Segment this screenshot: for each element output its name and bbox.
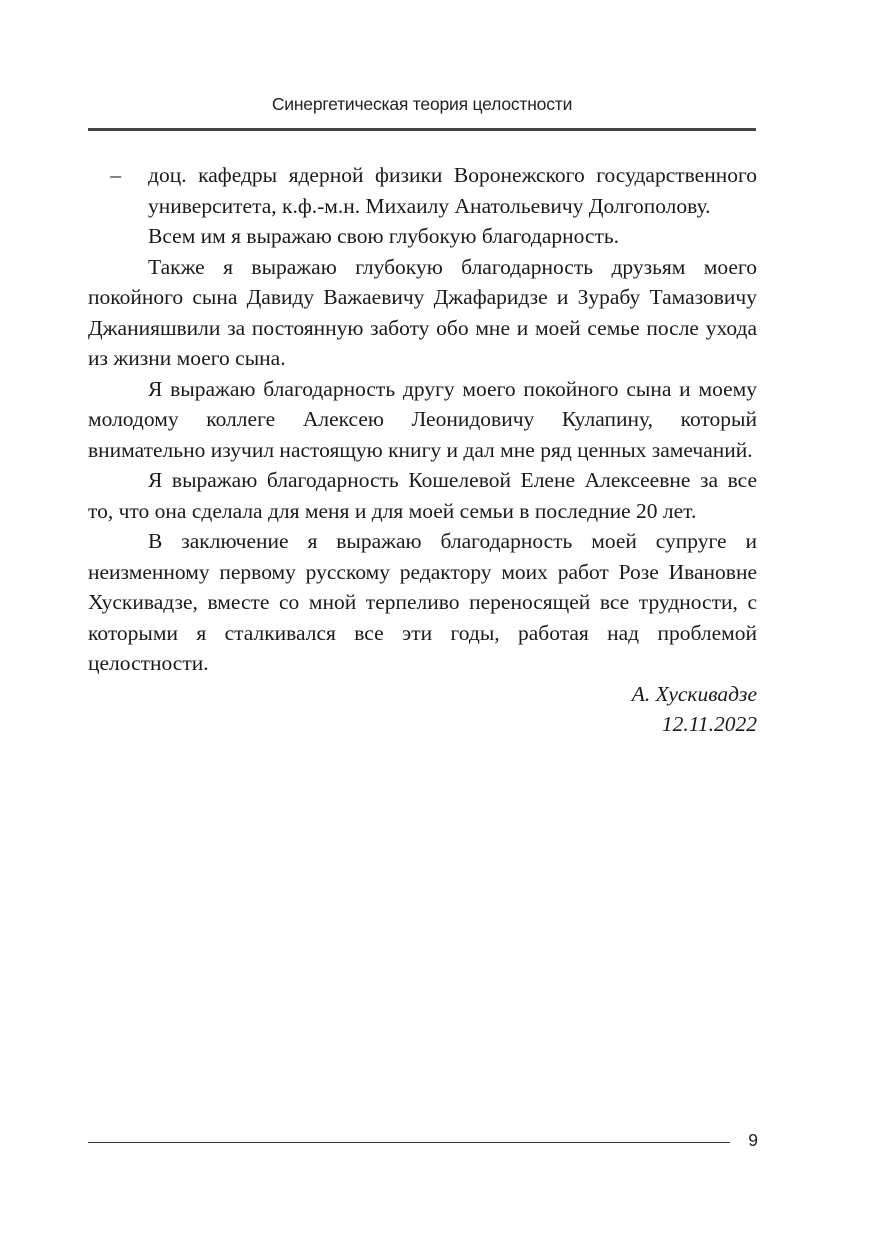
paragraph-koshelev: Я выражаю благодарность Кошелевой Елене Алексеевне за все то, что она сделала для меня и для моей семьи в последние 20 лет. xyxy=(88,468,757,523)
footer-rule xyxy=(88,1142,730,1143)
page-body xyxy=(88,160,757,740)
paragraph-gratitude: Всем им я выражаю свою глубокую благодарность. xyxy=(148,224,620,248)
paragraph-conclusion: В заключение я выражаю благодарность моей супруге и неизменному первому русскому редактору моих работ Розе Ивановне Хускивадзе, вместе со мной терпеливо переносящей все трудности, с которыми я сталкивался все эти годы, работая над проблемой целостности. xyxy=(88,529,757,675)
page-number: 9 xyxy=(748,1130,758,1150)
header-rule xyxy=(88,128,756,131)
signature-date: 12.11.2022 xyxy=(661,712,757,736)
paragraph-colleague: Я выражаю благодарность другу моего покойного сына и моему молодому коллеге Алексею Леонидовичу Кулапину, который внимательно изучил настоящую книгу и дал мне ряд ценных замечаний. xyxy=(88,376,757,462)
signature-author: А. Хускивадзе xyxy=(631,681,757,706)
bullet-text: доц. кафедры ядерной физики Воронежского государственного университета, к.ф.-м.н. Михаилу Анатольевичу Долгополову. xyxy=(148,163,757,218)
running-header: Синергетическая теория целостности xyxy=(271,94,573,114)
paragraph-friends: Также я выражаю глубокую благодарность друзьям моего покойного сына Давиду Важаевичу Джафаридзе и Зурабу Тамазовичу Джанияшвили за постоянную заботу обо мне и моей семье после ухода из жизни моего сына. xyxy=(88,254,757,370)
bullet-item xyxy=(88,160,757,221)
bullet-dash: – xyxy=(110,163,121,187)
